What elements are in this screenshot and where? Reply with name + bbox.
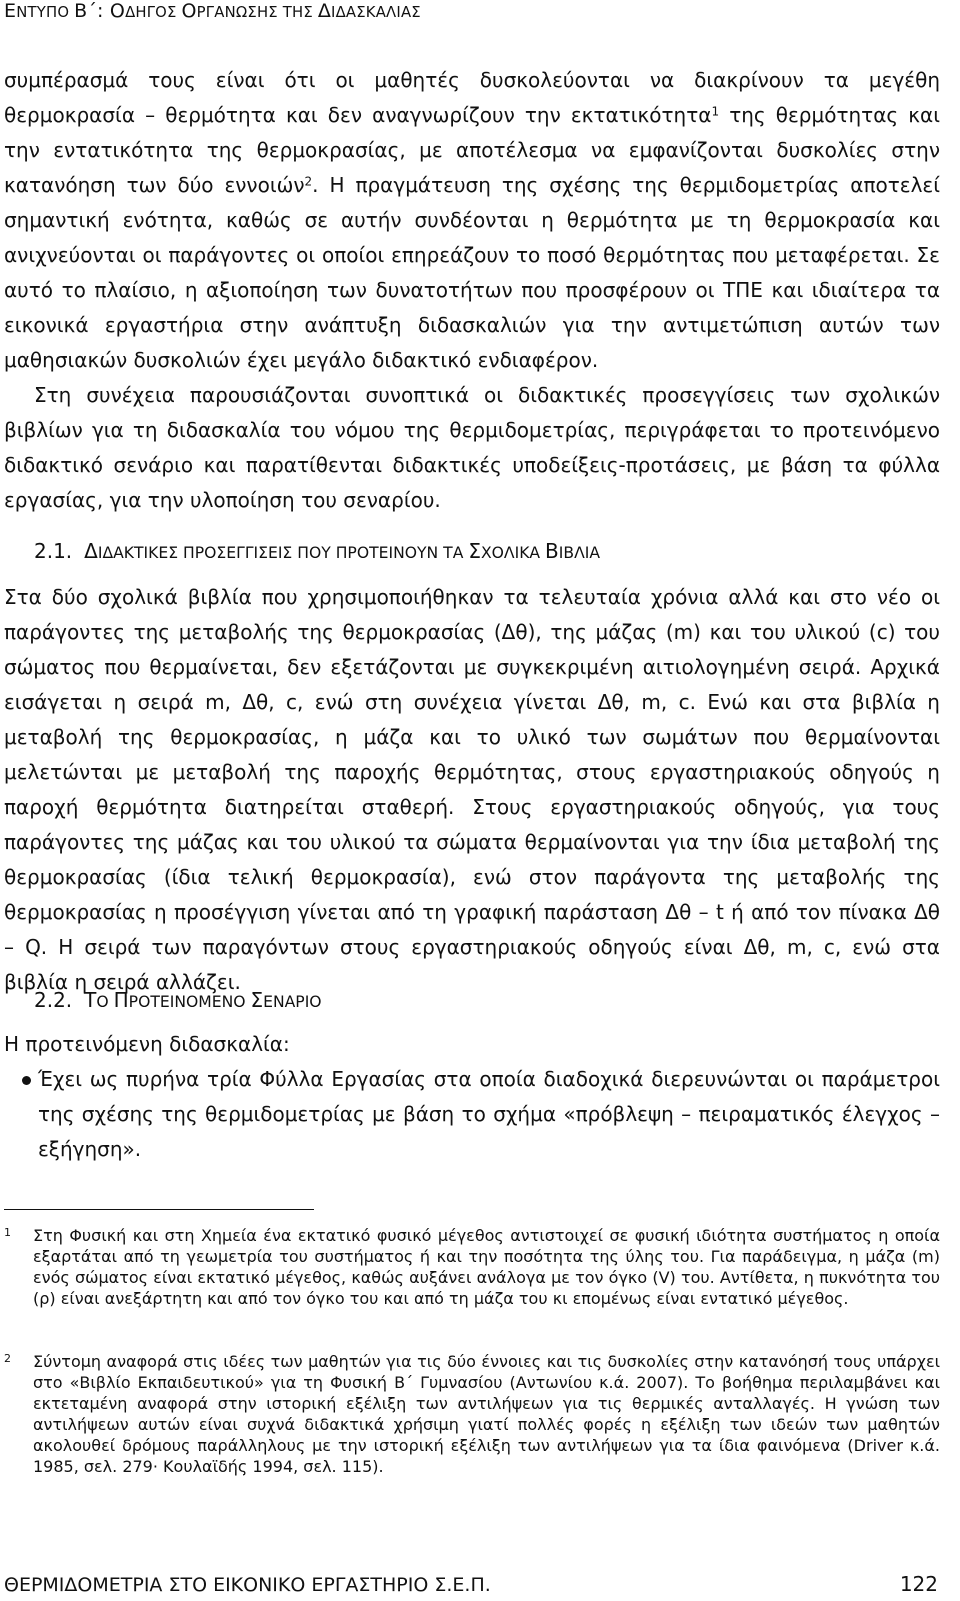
list-intro: Η προτεινόμενη διδασκαλία: [4,1032,290,1056]
section-title-part: Π [113,988,129,1012]
header-text-part: ΙΔΑΣΚΑΛΙΑΣ [331,4,421,21]
footnote-text: Σύντομη αναφορά στις ιδέες των μαθητών για τις δύο έννοιες και τις δυσκολίες στην κατανόησή τους υπάρχει στο «Βιβλίο Εκπαιδευτικού» για τη Φυσική Β΄ Γυμνασίου (Αντωνίου κ.ά. 2007). Το βοήθημα περιλαμβάνει και εκτεταμένη αναφορά στην ιστορική εξέλιξη των αντιλήψεων για τις θερμικές ανταλλαγές. Η γνώση των αντιλήψεων αυτών είναι συχνά διδακτικά χρήσιμη γιατί πολλές φορές η εξέλιξη των ιδεών των μαθητών ακολουθεί δρόμους παράλληλους με την ιστορική εξέλιξη των αντιλήψεων για τα ίδια φαινόμενα (Driver κ.ά. 1985, σελ. 279· Κουλαϊδής 1994, σελ. 115). [33,1352,940,1476]
header-text-part: Ο [109,0,126,22]
paragraph-text: συμπέρασμά τους είναι ότι οι μαθητές δυσκολεύονται να διακρίνουν τα μεγέθη θερμοκρασία – θερμότητα και δεν αναγνωρίζουν την εκτατικότητα [4,68,940,127]
section-title-part: ΙΒΛΙΑ [558,544,601,562]
section-number: 2.2. [34,988,73,1012]
section-title-part: ΧΟΛΙΚΑ [480,544,546,562]
header-text-part: Β [74,0,88,22]
running-footer: ΘΕΡΜΙΔΟΜΕΤΡΙΑ ΣΤΟ ΕΙΚΟΝΙΚΟ ΕΡΓΑΣΤΗΡΙΟ Σ.Ε.Π. [4,1574,491,1596]
body-paragraph-3: Στα δύο σχολικά βιβλία που χρησιμοποιήθηκαν τα τελευταία χρόνια αλλά και στο νέο οι παράγοντες της μεταβολής της θερμοκρασίας (Δθ), της μάζας (m) και του υλικού (c) του σώματος που θερμαίνεται, δεν εξετάζονται με συγκεκριμένη αιτιολογημένη σειρά. Αρχικά εισάγεται η σειρά m, Δθ, c, ενώ στη συνέχεια γίνεται Δθ, m, c. Ενώ και στα βιβλία η μεταβολή της θερμοκρασίας, η μάζα και το υλικό των σωμάτων που θερμαίνονται μελετώνται με μεταβολή της παροχής θερμότητας, στους εργαστηριακούς οδηγούς η παροχή θερμότητα διατηρείται σταθερή. Στους εργαστηριακούς οδηγούς, για τους παράγοντες της μάζας και του υλικού τα σώματα θερμαίνονται για την ίδια μεταβολή της θερμοκρασίας (ίδια τελική θερμοκρασία), ενώ στον παράγοντα της μεταβολής της θερμοκρασίας η προσέγγιση γίνεται από τη γραφική παράσταση Δθ – t ή από τον πίνακα Δθ – Q. Η σειρά των παραγόντων στους εργαστηριακούς οδηγούς είναι Δθ, m, c, ενώ στα βιβλία η σειρά αλλάζει. [4,585,940,994]
header-text-part: Ο [181,0,197,22]
header-text-part: ΔΗΓΟΣ [125,4,182,21]
header-text-part: Δ [317,0,332,22]
section-title-part: Δ [84,539,98,563]
section-title-part: ΕΝΑΡΙΟ [263,993,322,1011]
section-number: 2.1. [34,539,73,563]
section-heading-2-1 [34,539,600,565]
section-title-part: Ο [96,993,114,1011]
body-paragraph-1 [4,63,940,378]
list-item-text: Έχει ως πυρήνα τρία Φύλλα Εργασίας στα οποία διαδοχικά διερευνώνται οι παράμετροι της σχέσης της θερμιδομετρίας με βάση το σχήμα «πρόβλεψη – πειραματικός έλεγχος – εξήγηση». [38,1067,940,1161]
header-text-part: Ε [4,0,17,22]
section-title-part: Β [545,539,559,563]
page-number: 122 [899,1572,938,1596]
section-title-part: Σ [468,539,481,563]
section-title-part: ΡΟΤΕΙΝΟΜΕΝΟ [128,993,251,1011]
header-text-part: ΡΓΑΝΩΣΗΣ ΤΗΣ [196,4,318,21]
paragraph-text: της θερμότητας και την εντατικότητα της θερμοκρασίας, με αποτέλεσμα να εμφανίζονται δυσκολίες στην κατανόηση των δύο εννοιών [4,103,940,197]
section-heading-2-2 [34,988,322,1014]
header-text-part: ΝΤΥΠΟ [16,4,75,21]
paragraph-text: . Η πραγμάτευση της σχέσης της θερμιδομετρίας αποτελεί σημαντική ενότητα, καθώς σε αυτήν συνδέονται η θερμότητα με τη θερμοκρασία και ανιχνεύονται οι παράγοντες οι οποίοι επηρεάζουν το ποσό θερμότητας που μεταφέρεται. Σε αυτό το πλαίσιο, η αξιοποίηση των δυνατοτήτων που προσφέρουν οι ΤΠΕ και ιδιαίτερα τα εικονικά εργαστήρια στην ανάπτυξη διδασκαλιών για την αντιμετώπιση αυτών των μαθησιακών δυσκολιών έχει μεγάλο διδακτικό ενδιαφέρον. [4,173,940,372]
section-title-part: Σ [250,988,264,1012]
footnote-mark: 2 [4,1352,11,1365]
footnote-1 [4,1225,940,1309]
footnote-2 [4,1351,940,1477]
footnote-reference-2: 2 [304,174,313,189]
header-text-part: ΄: [87,0,110,22]
section-title-part: ΙΔΑΚΤΙΚΕΣ ΠΡΟΣΕΓΓΙΣΕΙΣ ΠΟΥ ΠΡΟΤΕΙΝΟΥΝ ΤΑ [97,544,469,562]
section-title-part: Τ [84,988,97,1012]
footnote-mark: 1 [4,1226,11,1239]
bullet-icon [22,1076,31,1085]
footnote-separator [4,1209,314,1210]
footnote-text: Στη Φυσική και στη Χημεία ένα εκτατικό φυσικό μέγεθος αντιστοιχεί σε φυσική ιδιότητα συστήματος η οποία εξαρτάται από τη γεωμετρία του συστήματος ή και την ποσότητα της ύλης του. Για παράδειγμα, η μάζα (m) ενός σώματος είναι εκτατικό μέγεθος, καθώς αυξάνει ανάλογα με τον όγκο (V) του. Αντίθετα, η πυκνότητα του (ρ) είναι ανεξάρτητη και από τον όγκο του και από τη μάζα του κι επομένως είναι εντατικό μέγεθος. [33,1226,940,1308]
footnote-reference-1: 1 [711,104,720,119]
body-paragraph-2: Στη συνέχεια παρουσιάζονται συνοπτικά οι διδακτικές προσεγγίσεις των σχολικών βιβλίων για τη διδασκαλία του νόμου της θερμιδομετρίας, περιγράφεται το προτεινόμενο διδακτικό σενάριο και παρατίθενται διδακτικές υποδείξεις-προτάσεις, με βάση τα φύλλα εργασίας, για την υλοποίηση του σεναρίου. [4,383,940,512]
running-header [4,0,421,22]
